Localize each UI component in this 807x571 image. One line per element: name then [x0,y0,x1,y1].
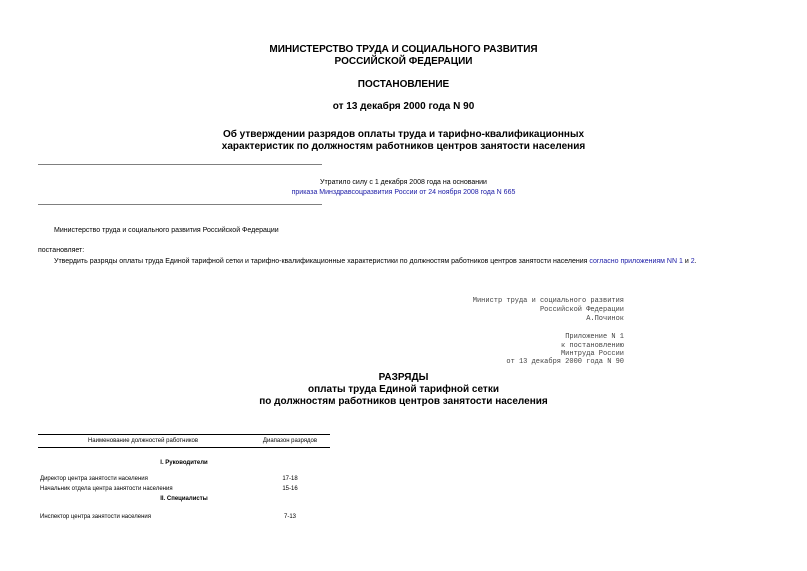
section-title-line1: РАЗРЯДЫ [378,372,429,383]
ministry-title-line1: МИНИСТЕРСТВО ТРУДА И СОЦИАЛЬНОГО РАЗВИТИЯ [269,44,538,55]
document-date-number: от 13 декабря 2000 года N 90 [332,101,475,112]
table-group-heading-specialists: II. Специалисты [160,496,208,502]
appendix-line3: Минтруда России [560,350,624,358]
table-header-range: Диапазон разрядов [262,438,318,444]
table-row-name: Директор центра занятости населения [40,476,148,482]
ministry-title-line2: РОССИЙСКОЙ ФЕДЕРАЦИИ [334,56,473,67]
appendix-line2: к постановлению [560,342,624,350]
appendix-1-link[interactable]: согласно приложениям NN 1 [589,258,683,265]
decrees-text: постановляет: [38,247,85,254]
approve-end-text: . [694,258,697,265]
table-top-rule [38,434,330,435]
document-type: ПОСТАНОВЛЕНИЕ [357,79,450,90]
repeal-order-link[interactable]: приказа Минздравсоцразвития России от 24 ноября 2008 года N 665 [291,189,516,196]
table-header-rule [38,447,330,448]
status-repealed-line: Утратило силу с 1 декабря 2008 года на основании [320,179,487,186]
appendix-2-link[interactable]: 2 [690,258,695,265]
signature-line3: А.Починок [586,315,624,323]
approve-text: Утвердить разряды оплаты труда Единой тарифной сетки и тарифно-квалификационные характеристики по должностям работников центров занятости населения [54,258,590,265]
approve-paragraph [54,257,697,267]
approve-and-text: и [682,258,691,265]
signature-line1: Министр труда и социального развития [472,297,624,305]
status-link-container [0,188,807,198]
section-title-line3: по должностям работников центров занятости населения [259,396,548,407]
table-row-name: Инспектор центра занятости населения [40,514,152,520]
divider-bottom [38,204,322,205]
appendix-line4: от 13 декабря 2000 года N 90 [506,358,624,366]
document-title-line1: Об утверждении разрядов оплаты труда и тарифно-квалификационных [222,129,585,140]
table-row-range: 17-18 [282,476,298,482]
signature-line2: Российской Федерации [539,306,624,314]
table-header-position: Наименование должностей работников [87,438,199,444]
intro-text: Министерство труда и социального развития Российской Федерации [54,227,279,234]
appendix-line1: Приложение N 1 [565,333,624,341]
section-title-line2: оплаты труда Единой тарифной сетки [308,384,499,395]
table-group-heading-managers: I. Руководители [160,460,208,466]
table-row-range: 15-16 [282,486,298,492]
table-row-name: Начальник отдела центра занятости населения [40,486,173,492]
document-title-line2: характеристик по должностям работников центров занятости населения [221,141,586,152]
table-row-range: 7-13 [283,514,296,520]
divider-top [38,164,322,165]
